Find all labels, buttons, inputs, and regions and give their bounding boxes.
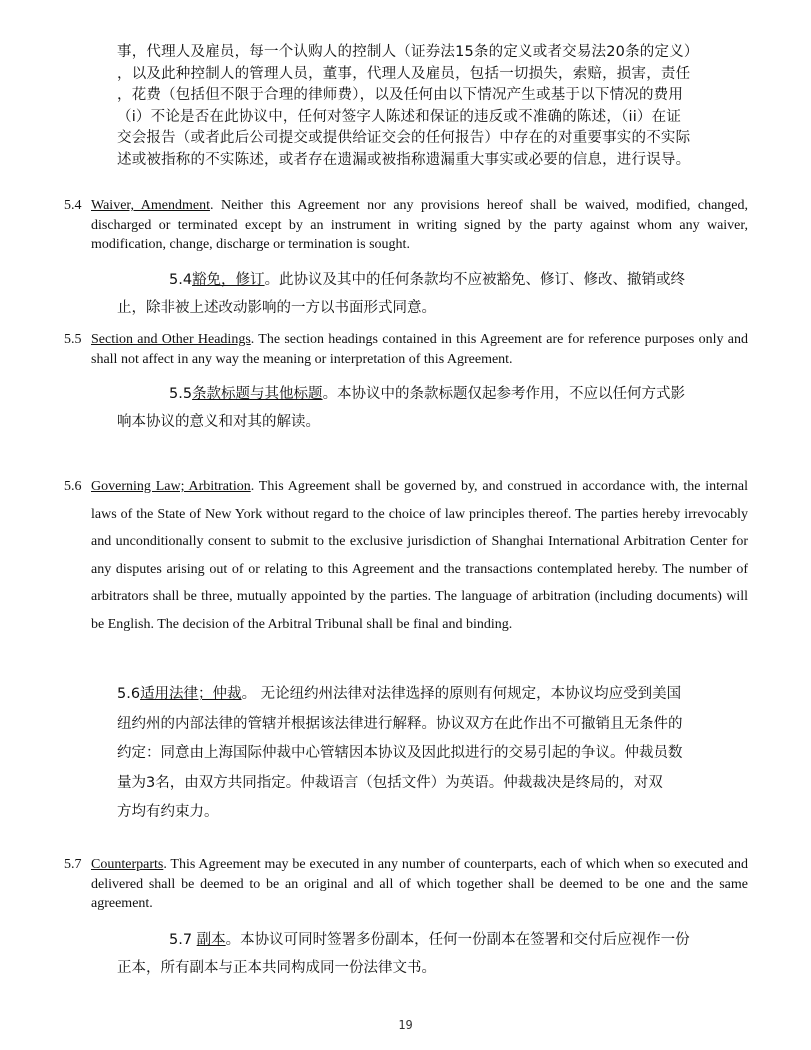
section-text: . This Agreement may be executed in any number of counterparts, each of which when so executed and delivered shall be deemed to be an original and all of which together shall be deemed to be one and the same agreement. [91, 857, 748, 911]
zh-section-number: 5.5 [169, 386, 193, 402]
zh-first-line [117, 926, 757, 954]
section-number: 5.6 [64, 479, 82, 494]
section-number: 5.7 [64, 857, 82, 872]
zh-section-heading: 适用法律；仲裁 [140, 686, 242, 702]
zh-first-line [117, 680, 757, 710]
section-body [91, 196, 748, 255]
section-heading: Governing Law; Arbitration [91, 479, 251, 494]
zh-section-heading: 副本 [196, 932, 226, 948]
intro-line: 述或被指称的不实陈述，或者存在遗漏或被指称遗漏重大事实或必要的信息，进行误导。 [117, 151, 691, 168]
section-5-7-english [64, 855, 748, 914]
section-text: . Neither this Agreement nor any provisions hereof shall be waived, modified, changed, discharged or terminated except by an instrument in writing signed by the party against whom any waiver, modification, change, discharge or termination is sought. [91, 198, 748, 252]
zh-section-number: 5.6 [117, 686, 141, 702]
zh-text: 。本协议中的条款标题仅起参考作用，不应以任何方式影 [322, 386, 686, 402]
section-5-6-chinese [117, 680, 757, 828]
zh-text: 正本，所有副本与正本共同构成同一份法律文书。 [117, 960, 436, 976]
section-body [91, 330, 748, 369]
section-number: 5.4 [64, 198, 82, 213]
section-body [91, 855, 748, 914]
intro-line: （i）不论是否在此协议中，任何对签字人陈述和保证的违反或不准确的陈述，（ii）在证 [117, 108, 682, 125]
zh-text: 响本协议的意义和对其的解读。 [117, 414, 320, 430]
intro-line: 交会报告（或者此后公司提交或提供给证交会的任何报告）中存在的对重要事实的不实际 [117, 130, 691, 146]
zh-text: 纽约州的内部法律的管辖并根据该法律进行解释。协议双方在此作出不可撤销且无条件的 [117, 715, 683, 732]
zh-section-number: 5.7 [169, 932, 197, 948]
section-5-5-chinese [117, 380, 757, 436]
section-number: 5.5 [64, 332, 82, 347]
section-text: . This Agreement shall be governed by, and construed in accordance with, the internal laws of the State of New York without regard to the choice of law principles thereof. The parties hereby irrevocably and unconditionally consent to submit to the exclusive jurisdiction of Shanghai International Arbitration Center for any disputes arising out of or relating to this Agreement and the transactions contemplated hereby. The number of arbitrators shall be three, mutually appointed by the parties. The language of arbitration (including documents) will be English. The decision of the Arbitral Tribunal shall be final and binding. [91, 479, 748, 632]
section-5-7-chinese [117, 926, 757, 982]
zh-text: 约定：同意由上海国际仲裁中心管辖因本协议及因此拟进行的交易引起的争议。仲裁员数 [117, 745, 683, 761]
zh-first-line [117, 380, 757, 408]
section-5-4-chinese [117, 266, 757, 322]
section-5-6-english [64, 473, 748, 638]
section-heading: Section and Other Headings [91, 332, 251, 347]
page-number: 19 [398, 1018, 413, 1032]
zh-section-heading: 豁免，修订 [192, 272, 265, 288]
intro-line: ，以及此种控制人的管理人员，董事，代理人及雇员，包括一切损失，索赔，损害，责任 [117, 65, 691, 82]
section-text: . The section headings contained in this Agreement are for reference purposes only and shall not affect in any way the meaning or interpretation of this Agreement. [91, 332, 748, 367]
zh-first-line [117, 266, 757, 294]
zh-text: 量为3名，由双方共同指定。仲裁语言（包括文件）为英语。仲裁裁决是终局的，对双 [117, 774, 663, 791]
section-body [91, 473, 748, 638]
section-heading: Waiver, Amendment [91, 198, 210, 213]
section-5-5-english [64, 330, 748, 369]
intro-chinese-paragraph [117, 42, 757, 171]
zh-text: 。 无论纽约州法律对法律选择的原则有何规定，本协议均应受到美国 [241, 686, 682, 702]
intro-line: 事，代理人及雇员，每一个认购人的控制人（证券法15条的定义或者交易法20条的定义） [117, 44, 699, 60]
zh-text: 。本协议可同时签署多份副本，任何一份副本在签署和交付后应视作一份 [225, 932, 690, 948]
zh-section-heading: 条款标题与其他标题 [192, 386, 323, 402]
section-5-4-english [64, 196, 748, 255]
zh-text: 止，除非被上述改动影响的一方以书面形式同意。 [117, 300, 436, 316]
intro-line: ，花费（包括但不限于合理的律师费），以及任何由以下情况产生或基于以下情况的费用 [117, 87, 684, 103]
zh-text: 方均有约束力。 [117, 804, 219, 820]
zh-text: 。此协议及其中的任何条款均不应被豁免、修订、修改、撤销或终 [264, 272, 686, 288]
zh-section-number: 5.4 [169, 272, 193, 288]
section-heading: Counterparts [91, 857, 164, 872]
